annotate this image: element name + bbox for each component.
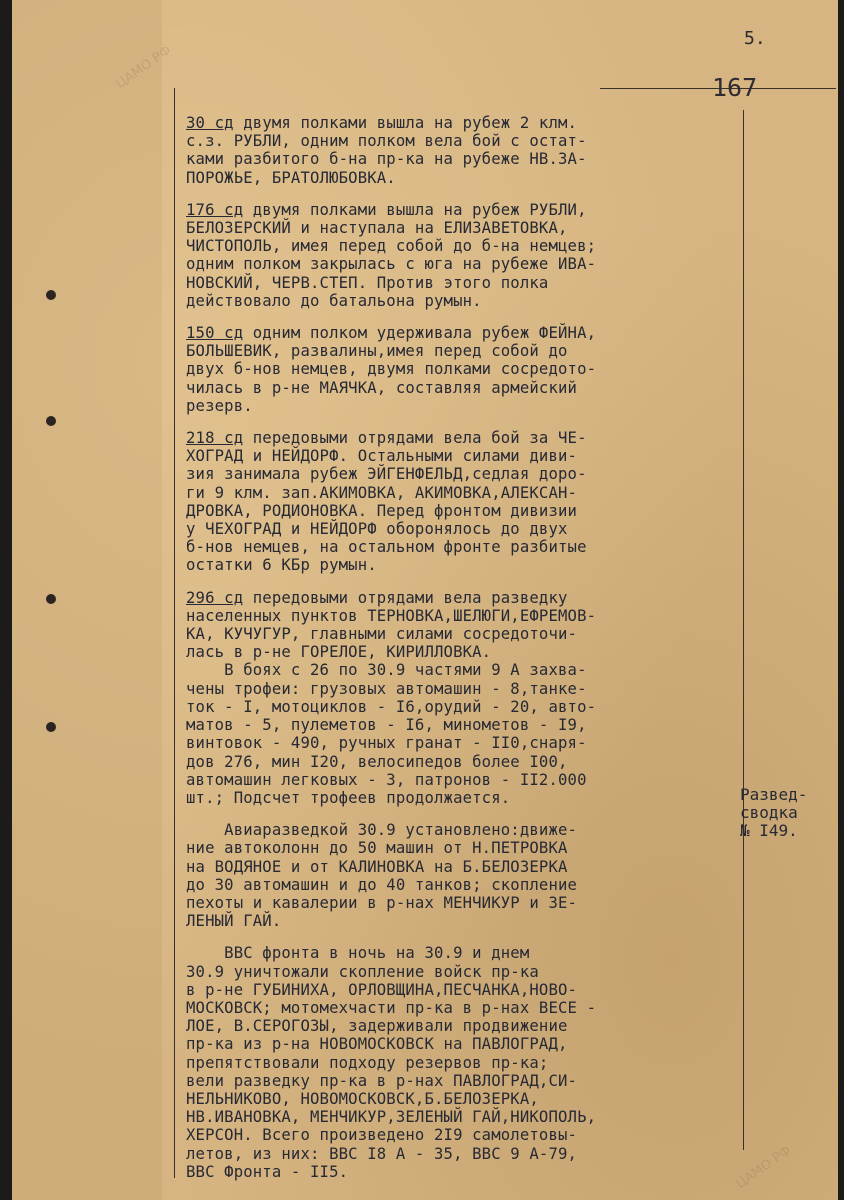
document-body <box>186 114 734 1195</box>
paragraph-air-reconnaissance <box>186 821 734 930</box>
paragraph-text: одним полком удерживала рубеж ФЕЙНА, БОЛЬШЕВИК, развалины,имея перед собой до двух б-нов немцев, двумя полками сосредото- чилась в р-не МАЯЧКА, составляя армейский резерв. <box>186 324 597 415</box>
unit-name: 218 сд <box>186 429 244 448</box>
right-margin-line <box>743 110 744 1150</box>
paragraph-trophies <box>186 661 734 807</box>
paragraph-218-sd <box>186 429 734 575</box>
paragraph-air-force <box>186 944 734 1181</box>
paragraph-text: двумя полками вышла на рубеж РУБЛИ, БЕЛОЗЕРСКИЙ и наступала на ЕЛИЗАВЕТОВКА, ЧИСТОПОЛЬ, имея перед собой до б-на немцев; одним полком закрылась с юга на рубеже ИВА- НОВСКИЙ, ЧЕРВ.СТЕП. Против этого полка действовало до батальона румын. <box>186 200 597 310</box>
paragraph-text: ВВС фронта в ночь на 30.9 и днем 30.9 уничтожали скопление войск пр-ка в р-не ГУБИНИХА, ОРЛОВЩИНА,ПЕСЧАНКА,НОВО- МОСКОВСК; мотомехчасти пр-ка в р-нах ВЕСЕ - ЛОЕ, В.СЕРОГОЗЫ, задерживали продвижение пр-ка из р-на НОВОМОСКОВСК на ПАВЛОГРАД, препятствовали подходу резервов пр-ка; вели разведку пр-ка в р-нах ПАВЛОГРАД,СИ- НЕЛЬНИКОВО, НОВОМОСКОВСК,Б.БЕЛОЗЕРКА, НВ.ИВАНОВКА, МЕНЧИКУР,ЗЕЛЕНЫЙ ГАЙ,НИКОПОЛЬ, ХЕРСОН. Всего произведено 2I9 самолетовы- летов, из них: ВВС I8 А - 35, ВВС 9 А-79, ВВС Фронта - II5. <box>186 944 597 1181</box>
paragraph-text: передовыми отрядами вела разведку населенных пунктов ТЕРНОВКА,ШЕЛЮГИ,ЕФРЕМОВ- КА, КУЧУГУР, главными силами сосредоточи- лась в р-не ГОРЕЛОЕ, КИРИЛЛОВКА. <box>186 588 597 662</box>
paragraph-30-sd <box>186 114 734 187</box>
unit-name: 176 сд <box>186 200 244 219</box>
paragraph-150-sd <box>186 324 734 415</box>
paragraph-296-sd <box>186 589 734 662</box>
page-number: 5. <box>744 28 766 49</box>
watermark: ЦАМО РФ <box>113 43 175 92</box>
paragraph-text: передовыми отрядами вела бой за ЧЕ- ХОГРАД и НЕЙДОРФ. Остальными силами диви- зия занимала рубеж ЭЙГЕНФЕЛЬД,седлая доро- ги 9 клм. зап.АКИМОВКА, АКИМОВКА,АЛЕКСАН- ДРОВКА, РОДИОНОВКА. Перед фронтом дивизии у ЧЕХОГРАД и НЕЙДОРФ оборонялось до двух б-нов немцев, на остальном фронте разбитые остатки 6 КБр румын. <box>186 429 587 575</box>
paragraph-text: В боях с 26 по 30.9 частями 9 А захва- чены трофеи: грузовых автомашин - 8,танке- ток - I, мотоциклов - I6,орудий - 20, авто- матов - 5, пулеметов - I6, минометов - I9, винтовок - 490, ручных гранат - II0,снаря- дов 276, мин I20, велосипедов более I00, автомашин легковых - 3, патронов - II2.000 шт.; Подсчет трофеев продолжается. <box>186 661 597 807</box>
margin-note-reference: Развед- сводка № I49. <box>740 785 808 840</box>
page-binding-strip <box>12 0 162 1200</box>
punch-hole <box>46 416 56 426</box>
punch-hole <box>46 594 56 604</box>
paragraph-176-sd <box>186 201 734 310</box>
punch-hole <box>46 290 56 300</box>
archive-sheet-number: 167 <box>712 73 758 102</box>
unit-name: 150 сд <box>186 324 244 343</box>
unit-name: 30 сд <box>186 114 234 132</box>
watermark: ЦАМО РФ <box>733 1143 795 1192</box>
punch-hole <box>46 722 56 732</box>
unit-name: 296 сд <box>186 588 244 607</box>
left-margin-line <box>174 88 175 1178</box>
paragraph-text: двумя полками вышла на рубеж 2 клм. с.з. РУБЛИ, одним полком вела бой с остат- ками разбитого б-на пр-ка на рубеже НВ.ЗА- ПОРОЖЬЕ, БРАТОЛЮБОВКА. <box>186 114 587 187</box>
paragraph-text: Авиаразведкой 30.9 установлено:движе- ние автоколонн до 50 машин от Н.ПЕТРОВКА на ВОДЯНОЕ и от КАЛИНОВКА на Б.БЕЛОЗЕРКА до 30 автомашин и до 40 танков; скопление пехоты и кавалерии в р-нах МЕНЧИКУР и ЗЕ- ЛЕНЫЙ ГАЙ. <box>186 821 578 931</box>
